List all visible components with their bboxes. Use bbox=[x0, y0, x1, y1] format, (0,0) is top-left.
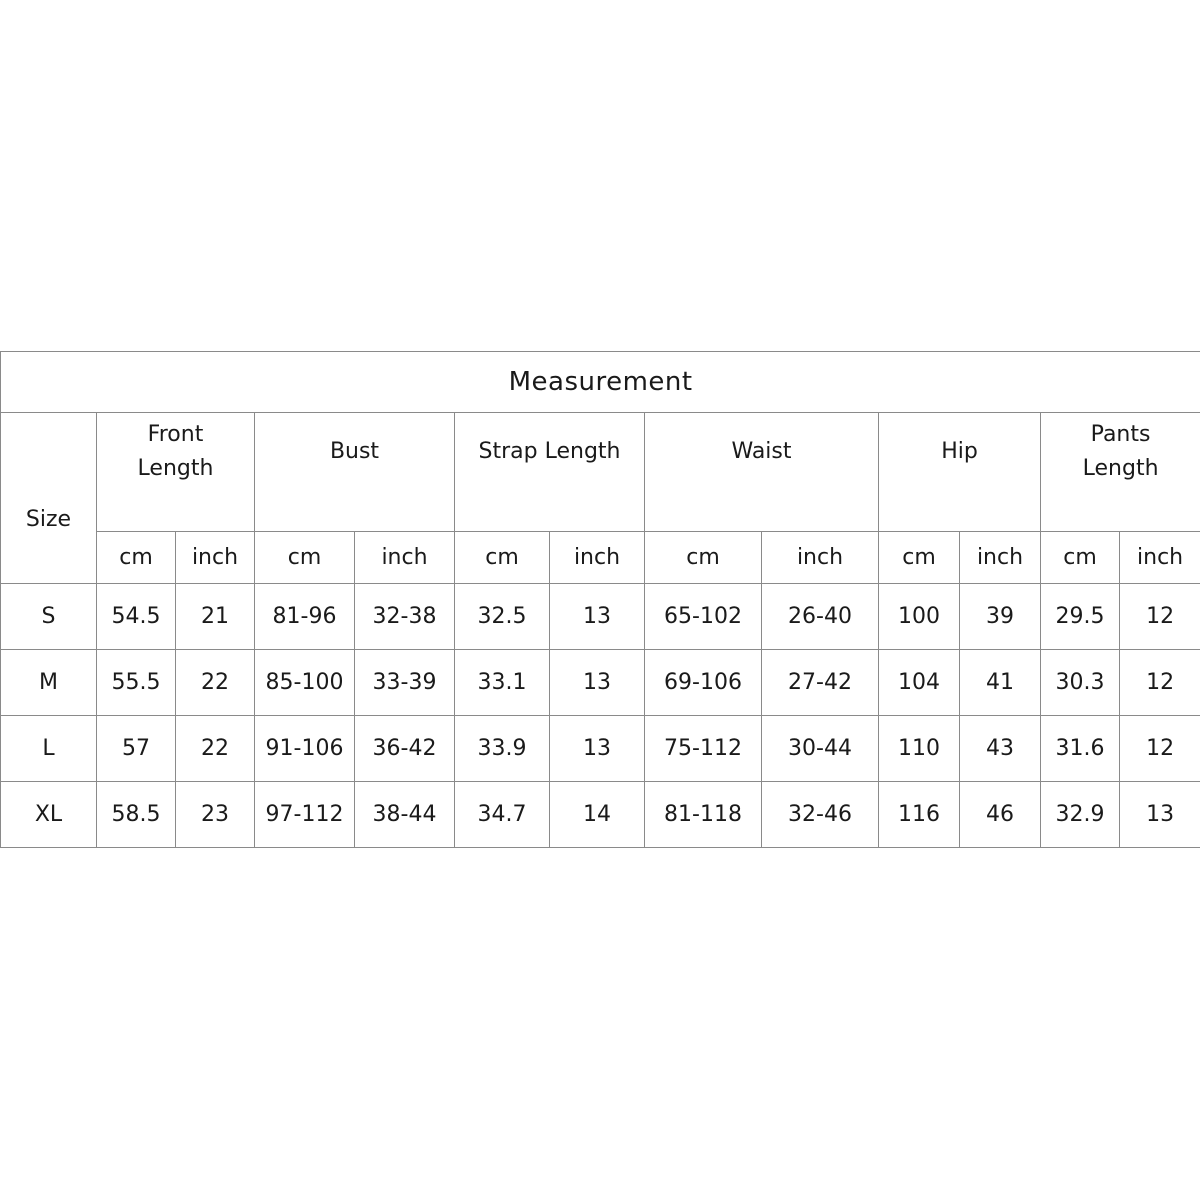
value-cell: 12 bbox=[1120, 716, 1200, 782]
value-cell: 43 bbox=[960, 716, 1041, 782]
value-cell: 30.3 bbox=[1041, 650, 1120, 716]
value-cell: 12 bbox=[1120, 650, 1200, 716]
value-cell: 41 bbox=[960, 650, 1041, 716]
size-column-header: Size bbox=[1, 413, 97, 584]
value-cell: 32.9 bbox=[1041, 782, 1120, 848]
header-waist: Waist bbox=[645, 413, 879, 532]
value-cell: 13 bbox=[550, 650, 645, 716]
unit-cm: cm bbox=[255, 532, 355, 584]
value-cell: 31.6 bbox=[1041, 716, 1120, 782]
value-cell: 91-106 bbox=[255, 716, 355, 782]
value-cell: 12 bbox=[1120, 584, 1200, 650]
header-strap-length: Strap Length bbox=[455, 413, 645, 532]
unit-cm: cm bbox=[879, 532, 960, 584]
value-cell: 39 bbox=[960, 584, 1041, 650]
value-cell: 32-46 bbox=[762, 782, 879, 848]
value-cell: 75-112 bbox=[645, 716, 762, 782]
size-cell: S bbox=[1, 584, 97, 650]
value-cell: 110 bbox=[879, 716, 960, 782]
value-cell: 69-106 bbox=[645, 650, 762, 716]
unit-inch: inch bbox=[762, 532, 879, 584]
header-hip: Hip bbox=[879, 413, 1041, 532]
value-cell: 38-44 bbox=[355, 782, 455, 848]
value-cell: 34.7 bbox=[455, 782, 550, 848]
unit-inch: inch bbox=[550, 532, 645, 584]
table-row bbox=[1, 716, 1200, 782]
size-cell: L bbox=[1, 716, 97, 782]
value-cell: 13 bbox=[550, 716, 645, 782]
value-cell: 27-42 bbox=[762, 650, 879, 716]
value-cell: 13 bbox=[1120, 782, 1200, 848]
value-cell: 32-38 bbox=[355, 584, 455, 650]
value-cell: 54.5 bbox=[97, 584, 176, 650]
value-cell: 65-102 bbox=[645, 584, 762, 650]
value-cell: 36-42 bbox=[355, 716, 455, 782]
value-cell: 33.9 bbox=[455, 716, 550, 782]
size-cell: XL bbox=[1, 782, 97, 848]
value-cell: 33.1 bbox=[455, 650, 550, 716]
value-cell: 100 bbox=[879, 584, 960, 650]
value-cell: 30-44 bbox=[762, 716, 879, 782]
value-cell: 97-112 bbox=[255, 782, 355, 848]
unit-inch: inch bbox=[355, 532, 455, 584]
table-body bbox=[1, 584, 1200, 848]
value-cell: 81-96 bbox=[255, 584, 355, 650]
value-cell: 46 bbox=[960, 782, 1041, 848]
unit-inch: inch bbox=[1120, 532, 1200, 584]
table-row bbox=[1, 650, 1200, 716]
value-cell: 57 bbox=[97, 716, 176, 782]
value-cell: 22 bbox=[176, 716, 255, 782]
value-cell: 32.5 bbox=[455, 584, 550, 650]
unit-inch: inch bbox=[176, 532, 255, 584]
header-front-length: Front Length bbox=[97, 413, 255, 532]
value-cell: 14 bbox=[550, 782, 645, 848]
value-cell: 29.5 bbox=[1041, 584, 1120, 650]
unit-cm: cm bbox=[97, 532, 176, 584]
value-cell: 55.5 bbox=[97, 650, 176, 716]
table-row bbox=[1, 584, 1200, 650]
value-cell: 26-40 bbox=[762, 584, 879, 650]
size-cell: M bbox=[1, 650, 97, 716]
table-row bbox=[1, 782, 1200, 848]
value-cell: 116 bbox=[879, 782, 960, 848]
value-cell: 21 bbox=[176, 584, 255, 650]
value-cell: 104 bbox=[879, 650, 960, 716]
unit-cm: cm bbox=[455, 532, 550, 584]
value-cell: 81-118 bbox=[645, 782, 762, 848]
unit-inch: inch bbox=[960, 532, 1041, 584]
value-cell: 22 bbox=[176, 650, 255, 716]
value-cell: 85-100 bbox=[255, 650, 355, 716]
unit-cm: cm bbox=[645, 532, 762, 584]
header-bust: Bust bbox=[255, 413, 455, 532]
value-cell: 23 bbox=[176, 782, 255, 848]
value-cell: 33-39 bbox=[355, 650, 455, 716]
size-chart-table bbox=[0, 351, 1200, 848]
header-pants-length: Pants Length bbox=[1041, 413, 1200, 532]
table-title: Measurement bbox=[1, 352, 1200, 413]
value-cell: 58.5 bbox=[97, 782, 176, 848]
unit-header-row bbox=[1, 532, 1200, 584]
value-cell: 13 bbox=[550, 584, 645, 650]
unit-cm: cm bbox=[1041, 532, 1120, 584]
